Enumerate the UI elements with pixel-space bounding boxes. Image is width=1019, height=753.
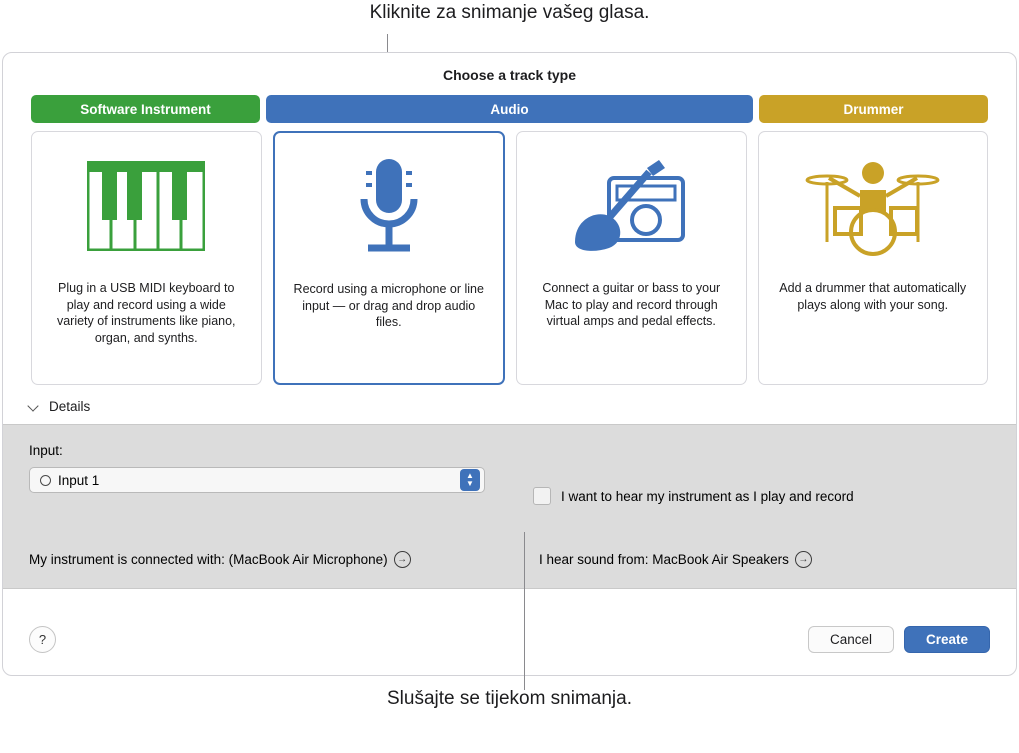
tab-software-instrument[interactable]: Software Instrument [31, 95, 260, 123]
dialog-title: Choose a track type [442, 67, 577, 83]
input-label: Input: [29, 443, 63, 458]
monitoring-checkbox-label: I want to hear my instrument as I play and record [561, 488, 854, 504]
card-description: Add a drummer that automatically plays along with your song. [779, 281, 967, 312]
help-button[interactable]: ? [29, 626, 56, 653]
card-description: Connect a guitar or bass to your Mac to play and record through virtual amps and pedal effects. [542, 281, 721, 328]
input-circle-icon [40, 475, 51, 486]
arrow-right-circle-icon[interactable]: → [394, 551, 411, 568]
arrow-right-circle-icon[interactable]: → [795, 551, 812, 568]
details-panel [3, 424, 1016, 589]
chevron-down-icon [29, 401, 40, 412]
card-software-instrument[interactable] [31, 131, 262, 385]
chevron-updown-icon: ▲ ▼ [460, 469, 480, 491]
dialog-footer [3, 604, 1016, 675]
microphone-icon [275, 133, 504, 281]
instrument-connection-text: My instrument is connected with: (MacBook Air Microphone) [29, 552, 388, 567]
details-label: Details [49, 399, 91, 414]
tab-drummer[interactable]: Drummer [759, 95, 988, 123]
card-drummer[interactable] [758, 131, 989, 385]
output-sound-info [539, 551, 812, 568]
input-selected-value: Input 1 [58, 472, 100, 488]
track-type-tab-row [3, 83, 1016, 123]
monitoring-checkbox[interactable] [533, 487, 551, 505]
card-audio[interactable] [273, 131, 506, 385]
card-guitar[interactable] [516, 131, 747, 385]
card-description: Plug in a USB MIDI keyboard to play and record using a wide variety of instruments like piano, organ, and synths. [56, 281, 236, 345]
monitoring-checkbox-row[interactable] [533, 487, 854, 505]
card-description: Record using a microphone or line input — or drag and drop audio files. [293, 282, 484, 329]
create-button[interactable]: Create [904, 626, 990, 653]
drummer-icon [759, 132, 988, 280]
details-disclosure[interactable] [3, 385, 1016, 424]
footer-actions [808, 626, 990, 653]
guitar-amp-icon [517, 132, 746, 280]
track-type-card-list [3, 123, 1016, 385]
bottom-callout-leader-line [524, 532, 525, 690]
top-callout-text: Kliknite za snimanje vašeg glasa. [369, 2, 650, 23]
input-select[interactable] [29, 467, 485, 493]
piano-keyboard-icon [32, 132, 261, 280]
new-track-dialog [2, 52, 1017, 676]
tab-audio[interactable]: Audio [266, 95, 753, 123]
cancel-button[interactable]: Cancel [808, 626, 894, 653]
bottom-callout-text: Slušajte se tijekom snimanja. [387, 688, 632, 709]
output-sound-text: I hear sound from: MacBook Air Speakers [539, 552, 789, 567]
instrument-connection-info [29, 551, 411, 568]
